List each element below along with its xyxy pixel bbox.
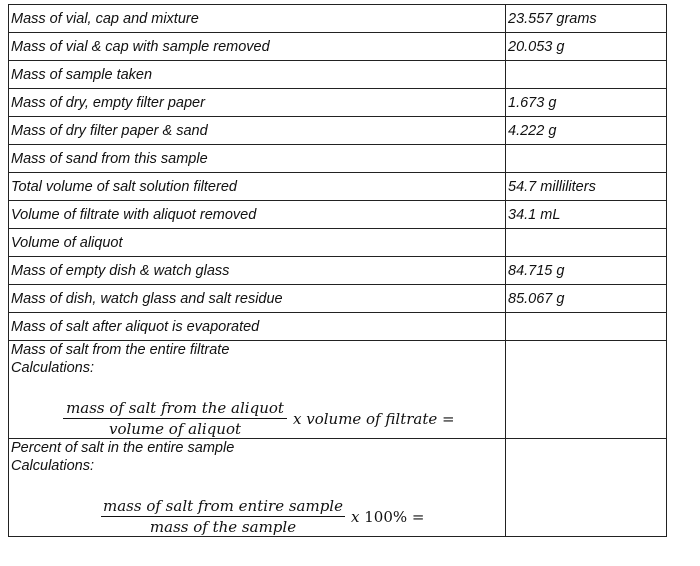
- formula-percent-salt: [101, 497, 503, 536]
- fraction: [101, 497, 345, 536]
- lab-data-table: [8, 4, 667, 537]
- calc-title: Percent of salt in the entire sample: [11, 440, 235, 456]
- table-row: [9, 89, 667, 117]
- row-label: Volume of aliquot: [9, 229, 506, 257]
- row-value: [506, 61, 667, 89]
- formula-operator: x volume of filtrate =: [293, 409, 455, 428]
- operator-x: x: [351, 507, 360, 526]
- row-label: Mass of sample taken: [9, 61, 506, 89]
- table-row: [9, 313, 667, 341]
- fraction: [63, 399, 287, 438]
- calc-answer-cell: [506, 439, 667, 537]
- fraction-denominator: volume of aliquot: [63, 418, 287, 438]
- table-row: [9, 173, 667, 201]
- table-row: [9, 61, 667, 89]
- row-value: 54.7 milliliters: [506, 173, 667, 201]
- row-label: Mass of empty dish & watch glass: [9, 257, 506, 285]
- calc-answer-cell: [506, 341, 667, 439]
- row-label: Mass of vial, cap and mixture: [9, 5, 506, 33]
- table-row: [9, 201, 667, 229]
- row-value: 84.715 g: [506, 257, 667, 285]
- calc-row-percent-salt: [9, 439, 667, 537]
- table-row: [9, 285, 667, 313]
- row-label: Mass of sand from this sample: [9, 145, 506, 173]
- calc-cell: [9, 341, 506, 439]
- table-row: [9, 117, 667, 145]
- table-row: [9, 145, 667, 173]
- table-row: [9, 257, 667, 285]
- calc-subtitle: Calculations:: [11, 360, 95, 376]
- row-value: 4.222 g: [506, 117, 667, 145]
- row-label: Volume of filtrate with aliquot removed: [9, 201, 506, 229]
- calc-cell: [9, 439, 506, 537]
- calc-subtitle: Calculations:: [11, 458, 95, 474]
- row-value: [506, 313, 667, 341]
- operator-percent: 100% =: [364, 507, 425, 526]
- row-value: 20.053 g: [506, 33, 667, 61]
- row-label: Mass of dry filter paper & sand: [9, 117, 506, 145]
- fraction-numerator: mass of salt from entire sample: [103, 497, 343, 515]
- row-label: Mass of dish, watch glass and salt residue: [9, 285, 506, 313]
- row-value: [506, 229, 667, 257]
- row-label: Mass of vial & cap with sample removed: [9, 33, 506, 61]
- fraction-numerator: mass of salt from the aliquot: [66, 399, 284, 417]
- row-value: 23.557 grams: [506, 5, 667, 33]
- calc-row-filtrate-salt: [9, 341, 667, 439]
- row-label: Total volume of salt solution filtered: [9, 173, 506, 201]
- formula-operator: [351, 508, 424, 526]
- formula-filtrate-salt: [63, 399, 503, 438]
- row-label: Mass of dry, empty filter paper: [9, 89, 506, 117]
- row-value: [506, 145, 667, 173]
- row-value: 1.673 g: [506, 89, 667, 117]
- table-row: [9, 229, 667, 257]
- fraction-denominator: mass of the sample: [101, 516, 345, 536]
- row-label: Mass of salt after aliquot is evaporated: [9, 313, 506, 341]
- row-value: 85.067 g: [506, 285, 667, 313]
- table-row: [9, 33, 667, 61]
- table-row: [9, 5, 667, 33]
- calc-title: Mass of salt from the entire filtrate: [11, 342, 230, 358]
- row-value: 34.1 mL: [506, 201, 667, 229]
